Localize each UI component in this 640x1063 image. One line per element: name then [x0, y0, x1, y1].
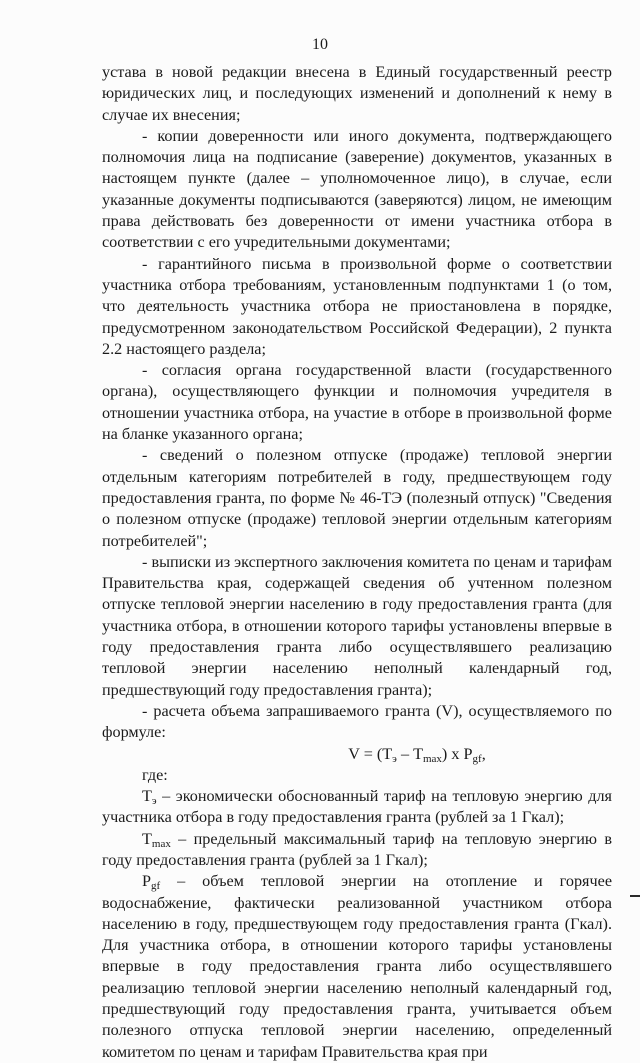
definition-tariff-max-text: – предельный максимальный тариф на тепловую энергию в году предоставления гранта (рублей за 1 Гкал); [102, 829, 612, 869]
paragraph-soglasie-organa: - согласия органа государственной власти (государственного органа), осуществляющего функции и полномочия учредителя в отношении участника отбора, на участие в отборе в произвольной форме на бланке указанного органа; [102, 361, 612, 444]
definition-volume-pgf [102, 871, 612, 1063]
definition-tariff-e-text: – экономически обоснованный тариф на тепловую энергию для участника отбора в году предоставления гранта (рублей за 1 Гкал); [102, 787, 612, 827]
paragraph-ustav: устава в новой редакции внесена в Единый государственный реестр юридических лиц, и последующих изменений и дополнений к нему в случае их внесения; [102, 63, 612, 124]
grant-formula [102, 744, 612, 765]
formula-sub-gf: gf [472, 752, 482, 765]
symbol-tmax-sub: max [151, 837, 171, 850]
document-body [102, 62, 612, 1063]
formula-lhs: V = (T [348, 744, 393, 763]
formula-times: ) x P [441, 744, 473, 763]
symbol-t-sub: э [151, 795, 157, 808]
formula-minus: – T [396, 744, 423, 763]
paragraph-svedeniya-otpusk: - сведений о полезном отпуске (продаже) тепловой энергии отдельным категориям потребителей в году, предшествующем году предоставления гранта, по форме № 46-ТЭ (полезный отпуск) "Сведения о полезном отпуске (продаже) тепловой энергии отдельным категориям потребителей"; [102, 446, 612, 550]
formula-sub-e: э [392, 752, 397, 765]
paragraph-doverennost: - копии доверенности или иного документа, подтверждающего полномочия лица на подписание (заверение) документов, указанных в настоящем пункте (далее – уполномоченное лицо), в случае, если указанные документы подписываются (заверяются) лицом, не имеющим права действовать без доверенности от имени участника отбора в соответствии с его учредительными документами; [102, 126, 612, 252]
paragraph-garantiynoe-pismo: - гарантийного письма в произвольной форме о соответствии участника отбора требованиям, установленным подпунктами 1 (о том, что деятельность участника отбора не приостановлена в порядке, предусмотренном законодательством Российской Федерации), 2 пункта 2.2 настоящего раздела; [102, 254, 612, 358]
symbol-p: P [142, 872, 152, 891]
symbol-p-sub: gf [151, 880, 161, 893]
symbol-tmax: T [142, 829, 152, 848]
paragraph-vypiski: - выписки из экспертного заключения комитета по ценам и тарифам Правительства края, содержащей сведения об учтенном полезном отпуске тепловой энергии населению в году предоставления гранта (для участника отбора, в отношении которого тарифы установлены впервые в году предоставления гранта либо осуществлявшего реализацию тепловой энергии населению неполный календарный год, предшествующий году предоставления гранта); [102, 552, 612, 699]
page-number: 10 [312, 36, 328, 53]
symbol-t: T [142, 787, 152, 806]
definition-tariff-max [102, 829, 612, 872]
definition-volume-text: – объем тепловой энергии на отопление и горячее водоснабжение, фактически реализованной участником отбора населению в году, предшествующем году предоставления гранта (Гкал). Для участника отбора, в отношении которого тарифы установлены впервые в году предоставления гранта либо осуществлявшего реализацию тепловой энергии населению неполный календарный год, предшествующий году предоставления гранта, учитывается объем полезного отпуска тепловой энергии населению, определенный комитетом по ценам и тарифам Правительства края при [102, 872, 612, 1061]
formula-sub-max: max [422, 752, 442, 765]
paragraph-raschet-granta: - расчета объема запрашиваемого гранта (V), осуществляемого по формуле: [102, 701, 612, 742]
where-label: где: [142, 765, 168, 784]
formula-end: , [481, 744, 486, 763]
scan-edge-mark [630, 895, 640, 897]
definition-tariff-e [102, 786, 612, 829]
